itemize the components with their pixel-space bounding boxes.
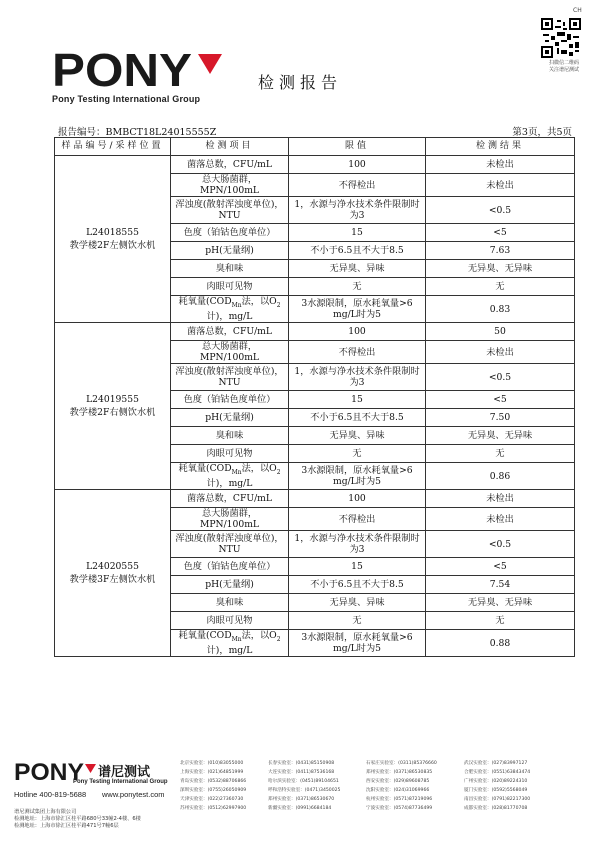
sample-cell: [55, 490, 171, 657]
item-cell: 色度（铂钴色度单位）: [171, 224, 289, 242]
footer-lab-item: 新疆实验室：(0991)6684184: [268, 806, 332, 811]
limit-cell: 不得检出: [289, 174, 426, 197]
sample-location: 教学楼2F左侧饮水机: [69, 240, 156, 251]
limit-cell: 3水源限制，原水耗氧量>6 mg/L时为5: [289, 296, 426, 323]
footer-lab-item: 大连实验室：(0411)87536168: [268, 770, 335, 775]
result-cell: <0.5: [426, 531, 575, 558]
footer-lab-item: 沈阳实验室：(024)31069966: [366, 788, 430, 793]
limit-cell: 15: [289, 391, 426, 409]
result-cell: <0.5: [426, 364, 575, 391]
limit-cell: 1，水源与净水技术条件限制时为3: [289, 197, 426, 224]
item-cell: 总大肠菌群，MPN/100mL: [171, 174, 289, 197]
limit-cell: 不得检出: [289, 508, 426, 531]
item-cell: 耗氧量($COD_{Mn}$法，以$O_2$计)，mg/L: [171, 630, 289, 657]
item-cell: 臭和味: [171, 260, 289, 278]
header-limit: 限值: [289, 138, 426, 156]
footer-website: www.ponytest.com: [102, 790, 165, 799]
item-cell: 肉眼可见物: [171, 445, 289, 463]
result-cell: 无: [426, 445, 575, 463]
result-cell: 无异臭、无异味: [426, 260, 575, 278]
table-row: [55, 490, 575, 508]
corner-code: CH: [573, 7, 582, 14]
footer-lab-item: 宁波实验室：(0574)87736499: [366, 806, 433, 811]
header-result: 检测结果: [426, 138, 575, 156]
result-cell: 未检出: [426, 156, 575, 174]
limit-cell: 不小于6.5且不大于8.5: [289, 409, 426, 427]
item-cell: 肉眼可见物: [171, 612, 289, 630]
item-cell: 色度（铂钴色度单位）: [171, 391, 289, 409]
result-cell: 0.83: [426, 296, 575, 323]
limit-cell: 不小于6.5且不大于8.5: [289, 242, 426, 260]
footer-logo-text: PONY: [14, 760, 84, 786]
result-cell: 无异臭、无异味: [426, 594, 575, 612]
limit-cell: 1，水源与净水技术条件限制时为3: [289, 364, 426, 391]
table-row: [55, 323, 575, 341]
limit-cell: 无: [289, 445, 426, 463]
item-cell: 总大肠菌群，MPN/100mL: [171, 508, 289, 531]
footer-lab-item: 西安实验室：(029)89608785: [366, 779, 430, 784]
item-cell: 总大肠菌群，MPN/100mL: [171, 341, 289, 364]
pony-logo-text: PONY: [52, 48, 192, 92]
result-cell: 未检出: [426, 174, 575, 197]
table-row: [55, 156, 575, 174]
sample-location: 教学楼3F左侧饮水机: [69, 574, 156, 585]
item-cell: 浑浊度(散射浑浊度单位)，NTU: [171, 531, 289, 558]
footer-lab-item: 广州实验室：(020)89224310: [464, 779, 528, 784]
footer-lab-item: 哈尔滨实验室：(0451)89104651: [268, 779, 339, 784]
result-cell: 0.86: [426, 463, 575, 490]
item-cell: 菌落总数，CFU/mL: [171, 323, 289, 341]
footer-lab-item: 成都实验室：(028)81770708: [464, 806, 528, 811]
qr-caption-line: 扫微信二维码: [548, 60, 579, 66]
footer-lab-list: [180, 760, 590, 813]
item-cell: pH(无量纲): [171, 409, 289, 427]
footer-lab-item: 青岛实验室：(0532)88706866: [180, 779, 247, 784]
page-info: 第3页，共5页: [512, 127, 572, 138]
limit-cell: 无异臭、异味: [289, 427, 426, 445]
result-cell: 7.50: [426, 409, 575, 427]
footer-lab-item: 上海实验室：(021)64851999: [180, 770, 244, 775]
qr-caption-line: 关注谱尼测试: [548, 67, 579, 73]
result-cell: 未检出: [426, 490, 575, 508]
footer-logo-triangle-icon: [85, 764, 96, 773]
limit-cell: 不得检出: [289, 341, 426, 364]
footer-lab-item: 深圳实验室：(0755)26050909: [180, 788, 247, 793]
result-cell: 无: [426, 612, 575, 630]
limit-cell: 15: [289, 558, 426, 576]
report-number: 报告编号：BMBCT18L24015555Z: [58, 127, 217, 138]
sample-id: L24019555: [86, 394, 139, 405]
header-item: 检测项目: [171, 138, 289, 156]
footer-address: 检测地址：上海市徐汇区桂平路680号33幢2-4楼、6楼: [14, 816, 141, 822]
result-cell: 无: [426, 278, 575, 296]
item-cell: 菌落总数，CFU/mL: [171, 490, 289, 508]
footer-lab-item: 苏州实验室：(0512)62997900: [180, 806, 247, 811]
footer-lab-item: 石家庄实验室：(0311)85376660: [366, 761, 437, 766]
footer-lab-item: 天津实验室：(022)27360730: [180, 797, 244, 802]
result-cell: 未检出: [426, 341, 575, 364]
limit-cell: 无: [289, 612, 426, 630]
result-cell: <0.5: [426, 197, 575, 224]
result-cell: <5: [426, 391, 575, 409]
limit-cell: 3水源限制，原水耗氧量>6 mg/L时为5: [289, 463, 426, 490]
sample-cell: [55, 156, 171, 323]
item-cell: pH(无量纲): [171, 576, 289, 594]
pony-logo-triangle-icon: [198, 54, 222, 74]
result-cell: <5: [426, 224, 575, 242]
item-cell: 浑浊度(散射浑浊度单位)，NTU: [171, 364, 289, 391]
limit-cell: 15: [289, 224, 426, 242]
footer-logo-cn: 谱尼测试: [98, 765, 151, 780]
limit-cell: 不小于6.5且不大于8.5: [289, 576, 426, 594]
sample-location: 教学楼2F右侧饮水机: [69, 407, 156, 418]
qr-caption: [537, 60, 591, 74]
footer-lab-item: 南昌实验室：(0791)82217300: [464, 797, 531, 802]
document-title: 检测报告: [258, 73, 343, 92]
result-cell: 无异臭、无异味: [426, 427, 575, 445]
item-cell: pH(无量纲): [171, 242, 289, 260]
result-cell: 7.63: [426, 242, 575, 260]
sample-cell: [55, 323, 171, 490]
result-cell: 7.54: [426, 576, 575, 594]
footer-hotline: Hotline 400-819-5688: [14, 790, 87, 799]
item-cell: 耗氧量($COD_{Mn}$法，以$O_2$计)，mg/L: [171, 296, 289, 323]
footer-lab-item: 郑州实验室：(0371)86530670: [268, 797, 335, 802]
limit-cell: 1，水源与净水技术条件限制时为3: [289, 531, 426, 558]
footer-company-cn: 谱尼测试集团上海有限公司: [14, 809, 77, 815]
item-cell: 肉眼可见物: [171, 278, 289, 296]
item-cell: 浑浊度(散射浑浊度单位)，NTU: [171, 197, 289, 224]
result-cell: 0.88: [426, 630, 575, 657]
footer-address: 检测地址：上海市徐汇区桂平路471号7幢6层: [14, 823, 119, 829]
result-cell: 50: [426, 323, 575, 341]
limit-cell: 100: [289, 490, 426, 508]
company-name-en: Pony Testing International Group: [52, 94, 201, 104]
table-header-row: [55, 138, 575, 156]
result-cell: 未检出: [426, 508, 575, 531]
limit-cell: 无: [289, 278, 426, 296]
result-cell: <5: [426, 558, 575, 576]
footer-lab-item: 郑州实验室：(0371)86530835: [366, 770, 433, 775]
qr-code-icon: [541, 18, 581, 58]
table-body: [55, 156, 575, 657]
item-cell: 臭和味: [171, 594, 289, 612]
item-cell: 臭和味: [171, 427, 289, 445]
item-cell: 菌落总数，CFU/mL: [171, 156, 289, 174]
sample-id: L24020555: [86, 561, 139, 572]
sample-id: L24018555: [86, 227, 139, 238]
limit-cell: 100: [289, 323, 426, 341]
footer-lab-item: 武汉实验室：(027)83997127: [464, 761, 528, 766]
footer-lab-item: 呼和浩特实验室：(0471)3450025: [268, 788, 341, 793]
footer-lab-item: 长春实验室：(0431)85150908: [268, 761, 335, 766]
item-cell: 色度（铂钴色度单位）: [171, 558, 289, 576]
limit-cell: 100: [289, 156, 426, 174]
footer-lab-item: 厦门实验室：(0592)5568049: [464, 788, 528, 793]
limit-cell: 3水源限制，原水耗氧量>6 mg/L时为5: [289, 630, 426, 657]
footer-lab-item: 杭州实验室：(0571)87219096: [366, 797, 433, 802]
footer-lab-item: 北京实验室：(010)83055000: [180, 761, 244, 766]
limit-cell: 无异臭、异味: [289, 260, 426, 278]
limit-cell: 无异臭、异味: [289, 594, 426, 612]
footer-lab-item: 合肥实验室：(0551)63843474: [464, 770, 531, 775]
header-sample: 样品编号/采样位置: [55, 138, 171, 156]
item-cell: 耗氧量($COD_{Mn}$法，以$O_2$计)，mg/L: [171, 463, 289, 490]
pony-logo: [52, 48, 222, 92]
footer-company-en: Pony Testing International Group: [73, 779, 168, 785]
results-table: [54, 137, 575, 657]
